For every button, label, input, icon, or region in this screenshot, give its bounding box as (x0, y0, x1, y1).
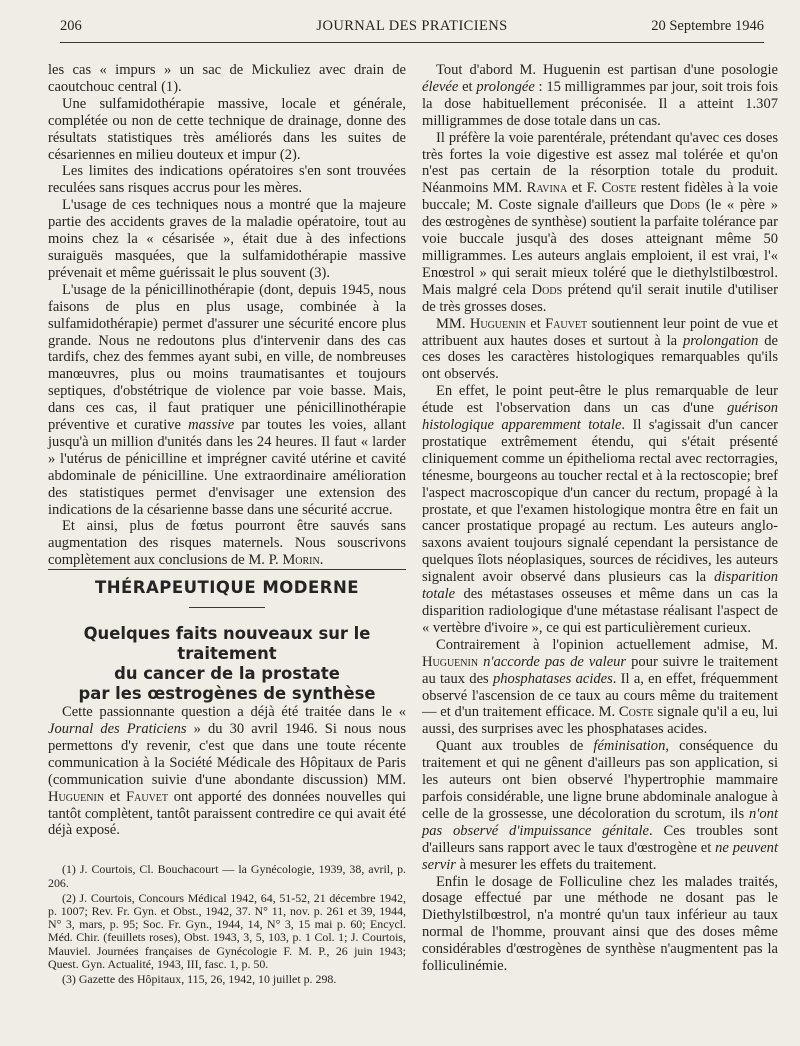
paragraph: Une sulfamidothérapie massive, locale et générale, complétée ou non de cette technique de drainage, donne des résultats statistiques très améliorés dans les suites de césariennes en milieu douteux et impur (2). (48, 95, 406, 163)
paragraph: Enfin le dosage de Folliculine chez les malades traités, dosage effectué par une méthode ne dosant pas le Diethylstilbœstrol, n'a montré qu'un taux inférieur au taux normal de l'homme, prouvant ainsi que des doses même considérables d'œstrogènes de synthèse n'augmentent pas la folliculinémie. (422, 873, 778, 975)
section-title: THÉRAPEUTIQUE MODERNE (48, 569, 406, 597)
paragraph: Les limites des indications opératoires s'en sont trouvées reculées sans risques accrus pour les mères. (48, 163, 406, 197)
paragraph: Il préfère la voie parentérale, prétendant qu'avec ces doses très fortes la voie digestive est assez mal tolérée et qu'on n'est pas certain de la résorption totale du produit. Néanmoins MM. Ravina et F. Coste restent fidèles à la voie buccale; M. Coste signale d'ailleurs que Dods (le « père » des œstrogènes de synthèse) soutient la parfaite tolérance par voie buccale jusqu'à des doses atteignant même 50 milligrammes. Les auteurs anglais emploient, il est vrai, l'« Enœstrol » qui serait mieux toléré que le diethylstilbœstrol. Mais malgré cela Dods prétend qu'il serait inutile d'utiliser de très grosses doses. (422, 129, 779, 315)
left-column (48, 62, 406, 988)
paragraph: En effet, le point peut-être le plus remarquable de leur étude est l'observation dans un cas d'une guérison histologique apparemment totale. Il s'agissait d'un cancer prostatique extrêmement étendu, qui s'était présenté cliniquement comme un épithelioma rectal avec rectorragies, ténesme, bourgeons au toucher rectal et à la rectoscopie; bref l'aspect macroscopique d'un cancer du rectum, propagé à la prostate, et que l'examen histologique montra être en fait un cancer prostatique propagé au rectum. Les auteurs anglo-saxons avaient toujours signalé cependant la persistance de quelques îlots néoplasiques, sources de récidives, les auteurs signalent avoir observé dans plusieurs cas la disparition totale des métastases osseuses et même dans un cas la disparition radiologique d'une métastase réalisant l'aspect de « vertèbre d'ivoire », ce qui est particulièrement curieux. (422, 383, 779, 636)
article-title: Quelques faits nouveaux sur le traitement du cancer de la prostate par les œstrogènes de synthèse (78, 624, 376, 704)
paragraph: Tout d'abord M. Huguenin est partisan d'une posologie élevée et prolongée : 15 milligrammes par jour, soit trois fois la dose habituellement préconisée. Il a atteint 1.307 milligrammes de dose totale dans un cas. (422, 62, 778, 129)
page-number: 206 (60, 18, 82, 34)
paragraph: les cas « impurs » un sac de Mickuliez avec drain de caoutchouc central (1). (48, 62, 406, 95)
footnote: (1) J. Courtois, Cl. Bouchacourt — la Gynécologie, 1939, 38, avril, p. 206. (48, 862, 406, 890)
footnote: (3) Gazette des Hôpitaux, 115, 26, 1942, 10 juillet p. 298. (62, 971, 337, 986)
footnotes (48, 863, 406, 986)
paragraph: MM. Huguenin et Fauvet soutiennent leur point de vue et attribuent aux hautes doses et surtout à la prolongation de ces doses les caractères histologiques remarquables qu'ils ont observés. (422, 315, 778, 383)
paragraph: L'usage de ces techniques nous a montré que la majeure partie des accidents graves de la maladie opératoire, tout au moins chez la « césarisée », était due à des infections suraiguës masquées, que la sulfamidothérapie massive prévenait et même guérissait le plus souvent (3). (48, 197, 406, 281)
right-column (422, 62, 778, 975)
issue-date: 20 Septembre 1946 (651, 18, 764, 34)
page-header (60, 18, 764, 43)
paragraph: Quant aux troubles de féminisation, conséquence du traitement et qui ne gênent d'ailleurs pas son application, si les auteurs ont bien observé l'hypertrophie mammaire parfois considérable, une ligne brune abdominale analogue à celle de la grossesse, une décoloration du scrotum, ils n'ont pas observé d'impuissance génitale. Ces troubles sont d'ailleurs sans rapport avec le taux d'œstrogène et ne peuvent servir à mesurer les effets du traitement. (422, 738, 778, 873)
paragraph: L'usage de la pénicillinothérapie (dont, depuis 1945, nous faisons de plus en plus usage, combinée à la sulfamidothérapie) permet d'assurer une sécurité encore plus grande. Nous ne redoutons plus d'intervenir dans des cas tardifs, chez des femmes ayant subi, en ville, de nombreuses manœuvres, plus ou moins traumatisantes et toujours septiques, d'obstétrique de violence par voie basse. Mais, dans ces cas, il faut pratiquer une pénicillinothérapie préventive et curative massive par toutes les voies, allant jusqu'à un million d'unités dans les 24 heures. Il faut « larder » l'utérus de pénicilline et imprégner cavité utérine et cavité abdominale de pénicilline. Une extraordinaire amélioration des statistiques permet d'envisager une extension des indications de la césarienne basse dans une sécurité accrue. (48, 281, 406, 518)
paragraph: Et ainsi, plus de fœtus pourront être sauvés sans augmentation des risques maternels. Nous souscrivons complètement aux conclusions de M. P. Morin. (48, 518, 406, 569)
footnote: (2) J. Courtois, Concours Médical 1942, 64, 51-52, 21 décembre 1942, p. 1007; Rev. Fr. Gyn. et Obst., 1942, 37. N° 11, nov. p. 261 et 39, 1944, N° 3, mars, p. 95; Soc. Fr. Gyn., 1944, 14, N° 3, 15 mai p. 60; Encycl. Méd. Chir. (feuillets roses), Obst. 1943, 3, 5, 103, p. 1 Col. 1; J. Courtois, Mauviel. Journées françaises de Gynécologie F. M. P., 26 juin 1943; Quest. Gyn. Actualité, 1943, III, fasc. 1, p. 50. (48, 890, 406, 971)
journal-title: JOURNAL DES PRATICIENS (316, 18, 508, 34)
section-divider (189, 607, 265, 608)
paragraph: Contrairement à l'opinion actuellement admise, M. Huguenin n'accorde pas de valeur pour suivre le traitement au taux des phosphatases acides. Il a, en effet, fréquemment observé l'ascension de ce taux au cours même du traitement — et d'un traitement efficace. M. Coste signale qu'il a eu, lui aussi, des surprises avec les phosphatases acides. (422, 636, 779, 738)
paragraph: Cette passionnante question a déjà été traitée dans le « Journal des Praticiens » du 30 avril 1946. Si nous nous permettons d'y revenir, c'est que dans une toute récente communication à la Société Médicale des Hôpitaux de Paris (communication suivie d'une abondante discussion) MM. Huguenin et Fauvet ont apporté des données nouvelles qui tantôt complètent, tantôt paraissent contredire ce qui avait été déjà exposé. (48, 704, 406, 839)
